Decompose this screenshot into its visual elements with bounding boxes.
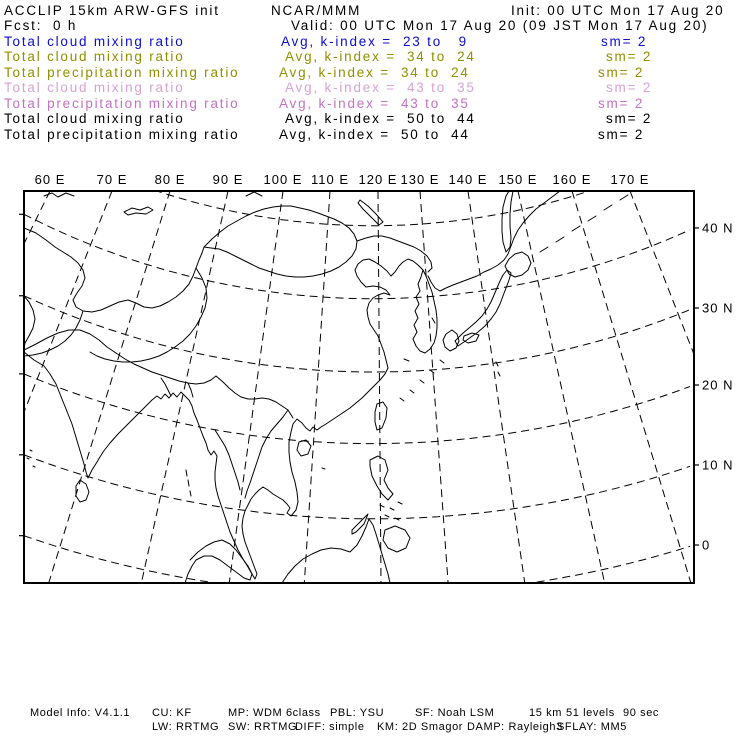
sri-lanka (76, 480, 89, 502)
lon-label-150e: 150 E (498, 172, 538, 187)
lon-label-70e: 70 E (96, 172, 128, 187)
footer-line-1-seg-5: SF: Noah LSM (415, 707, 495, 719)
visayas-islands (380, 502, 402, 520)
header-line-7-seg-2: Avg, k-index = 43 to 35 (279, 96, 470, 111)
sakhalin (502, 191, 513, 252)
small-islands (27, 318, 500, 496)
meridian-120e (378, 191, 381, 583)
north-borders (24, 228, 204, 312)
lon-label-140e: 140 E (448, 172, 488, 187)
lon-label-90e: 90 E (212, 172, 244, 187)
okhotsk-coastline (428, 191, 560, 291)
lon-label-120e: 120 E (358, 172, 398, 187)
lat-label-0n: 0 (702, 537, 711, 553)
kuril-islands (540, 195, 628, 252)
header-line-9-seg-2: Avg, k-index = 50 to 44 (279, 127, 470, 142)
myanmar-china-border (216, 376, 293, 418)
header-line-4-seg-3: sm= 2 (606, 49, 653, 64)
meridian-140e (468, 191, 525, 583)
header-line-3-seg-1: Total cloud mixing ratio (4, 34, 185, 49)
hokkaido (505, 252, 531, 277)
palawan (352, 514, 368, 534)
kyushu (443, 330, 459, 351)
header-line-2-seg-1: Fcst: (4, 18, 43, 33)
lat-label-20n: 20 N (702, 377, 734, 393)
lake-balkhash (124, 207, 153, 215)
borneo (282, 519, 390, 583)
header-line-1-seg-2: NCAR/MMM (271, 3, 362, 18)
lon-label-80e: 80 E (154, 172, 186, 187)
footer-line-2-seg-6: SFLAY: MM5 (557, 721, 627, 733)
header-line-7-seg-1: Total precipitation mixing ratio (4, 96, 240, 111)
header-line-1-seg-3: Init: 00 UTC Mon 17 Aug 20 (511, 3, 725, 18)
footer-line-2-seg-5: DAMP: Rayleigh3 (467, 721, 563, 733)
hainan (297, 440, 311, 456)
footer-line-1-seg-2: CU: KF (152, 707, 192, 719)
footer-line-2-seg-4: KM: 2D Smagor (377, 721, 464, 733)
lat-label-30n: 30 N (702, 300, 734, 316)
footer-line-1-seg-4: PBL: YSU (330, 707, 385, 719)
header-line-8-seg-1: Total cloud mixing ratio (4, 111, 185, 126)
graticule (0, 131, 740, 595)
map-border (24, 191, 694, 583)
lake-baikal (358, 200, 383, 225)
sumatra (185, 540, 252, 583)
header-line-9-seg-1: Total precipitation mixing ratio (4, 127, 240, 142)
luzon (370, 456, 393, 500)
header-line-8-seg-3: sm= 2 (606, 111, 653, 126)
footer-line-1-seg-8: 90 sec (623, 707, 660, 719)
meridian-100e (229, 191, 283, 583)
footer-line-2-seg-2: SW: RRTMG (228, 721, 298, 733)
thai-myanmar-border (215, 430, 240, 490)
header-line-7-seg-3: sm= 2 (598, 96, 645, 111)
meridian-160e (572, 191, 691, 583)
lon-label-160e: 160 E (552, 172, 592, 187)
header-line-2-seg-3: Valid: 00 UTC Mon 17 Aug 20 (09 JST Mon 17 Aug 20) (291, 18, 709, 33)
header-line-4-seg-1: Total cloud mixing ratio (4, 49, 185, 64)
header-line-6-seg-3: sm= 2 (606, 80, 653, 95)
header-line-6-seg-1: Total cloud mixing ratio (4, 80, 185, 95)
ne-china-border (357, 236, 432, 272)
footer-line-1-seg-3: MP: WDM 6class (228, 707, 321, 719)
parallel-20n (24, 374, 690, 444)
footer-line-2-seg-1: LW: RRTMG (152, 721, 220, 733)
lon-label-170e: 170 E (610, 172, 650, 187)
footer-line-1-seg-1: Model Info: V4.1.1 (30, 707, 131, 719)
footer-line-1 (0, 707, 740, 720)
header-line-8-seg-2: Avg, k-index = 50 to 44 (285, 111, 476, 126)
header-line-5-seg-2: Avg, k-index = 34 to 24 (279, 65, 470, 80)
header-line-6-seg-2: Avg, k-index = 43 to 35 (285, 80, 476, 95)
meridian-150e (518, 191, 605, 583)
mongolia-border (204, 206, 357, 277)
meridian-80e (49, 191, 170, 583)
header-line-5-seg-1: Total precipitation mixing ratio (4, 65, 240, 80)
lon-label-130e: 130 E (400, 172, 440, 187)
header-line-1-seg-1: ACCLIP 15km ARW-GFS init (4, 3, 220, 18)
lon-label-100e: 100 E (263, 172, 303, 187)
header-line-3-seg-2: Avg, k-index = 23 to 9 (281, 34, 468, 49)
header-line-9-seg-3: sm= 2 (598, 127, 645, 142)
meridian-110e (304, 191, 330, 583)
parallel-30n (24, 296, 690, 372)
west-border-branch (24, 311, 83, 356)
siberia-squiggles (44, 192, 262, 197)
footer-line-2-seg-3: DIFF: simple (295, 721, 365, 733)
header-line-4-seg-2: Avg, k-index = 34 to 24 (285, 49, 476, 64)
lon-label-110e: 110 E (310, 172, 350, 187)
meridian-90e (141, 191, 228, 583)
header-line-3-seg-3: sm= 2 (601, 34, 648, 49)
caspian-sea-edge (24, 296, 35, 348)
footer-line-1-seg-7: 51 levels (566, 707, 615, 719)
lat-label-10n: 10 N (702, 457, 734, 473)
lon-label-60e: 60 E (34, 172, 66, 187)
header-line-5-seg-3: sm= 2 (598, 65, 645, 80)
mindanao (383, 526, 410, 552)
footer-line-1-seg-6: 15 km (529, 707, 562, 719)
meridian-70e (0, 191, 112, 583)
footer-line-2 (0, 721, 740, 734)
parallel-10n (24, 455, 690, 519)
ryukyu-islands (400, 360, 444, 401)
lat-label-40n: 40 N (702, 220, 734, 236)
meridian-130e (420, 191, 448, 583)
header-line-2-seg-2: 0 h (53, 18, 78, 33)
parallel-40n (24, 214, 690, 298)
taiwan (375, 402, 387, 430)
